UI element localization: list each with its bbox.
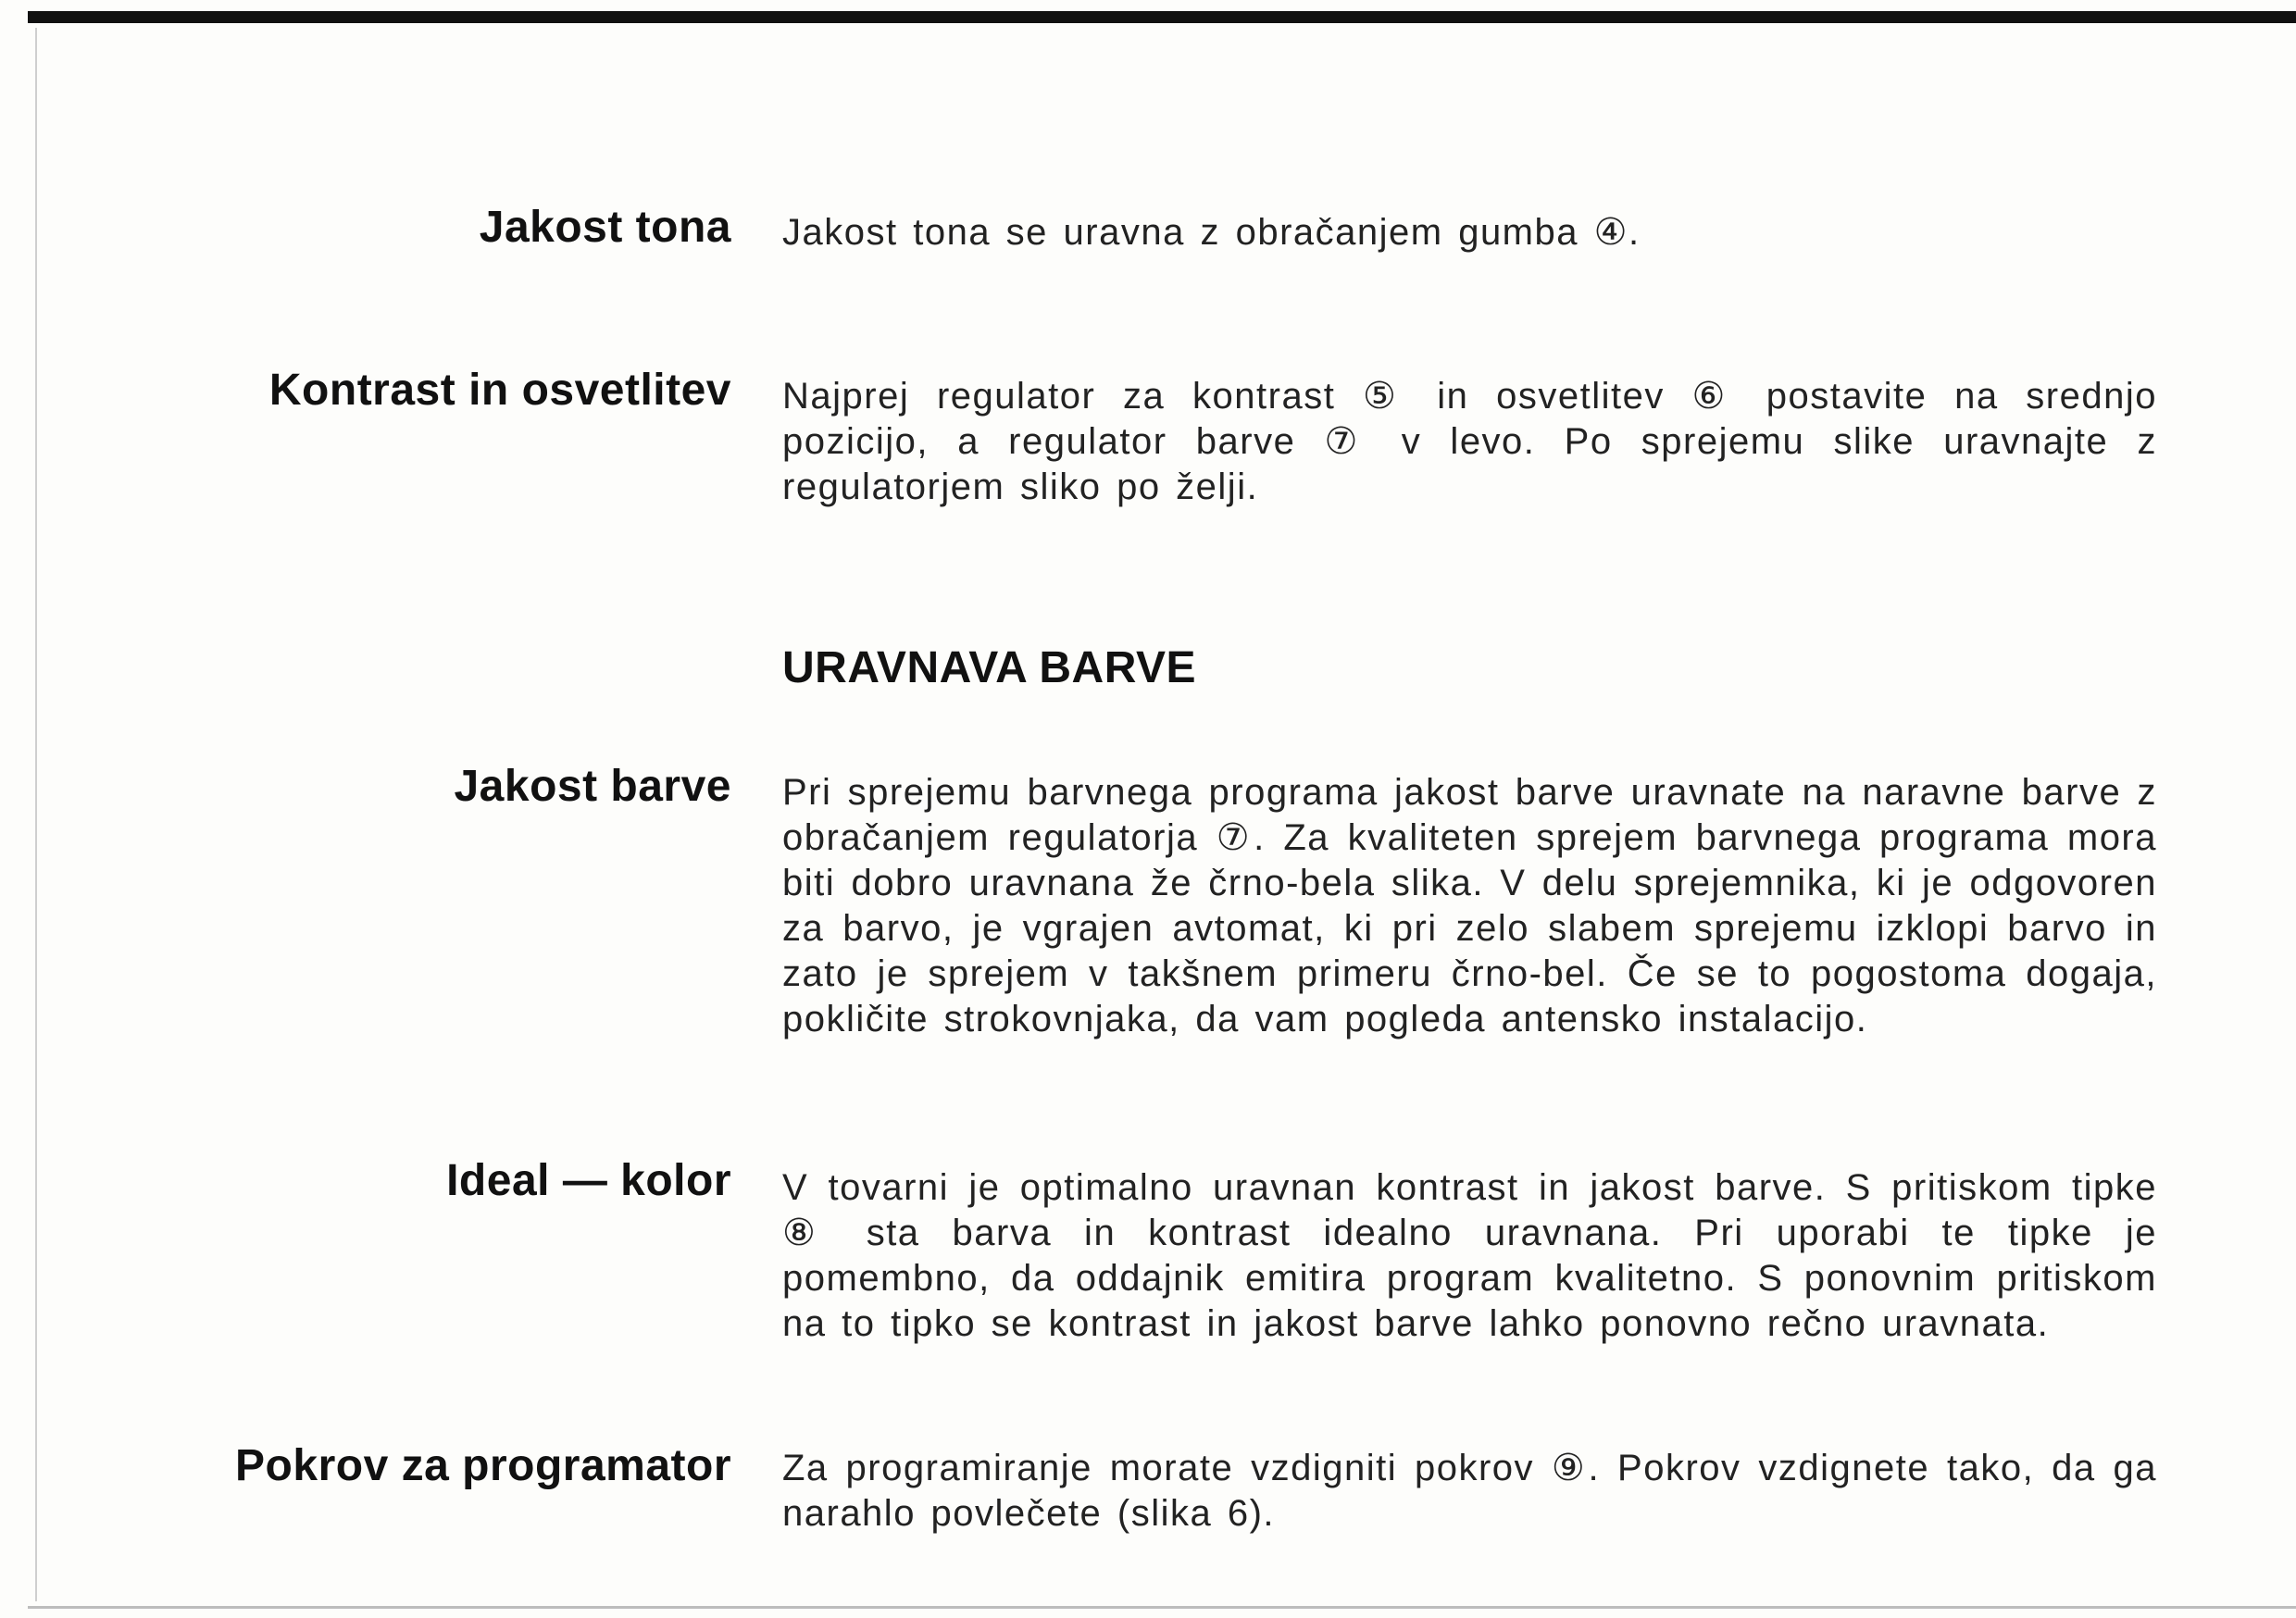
section-text-jakost-barve: Pri sprejemu barvnega programa jakost barve uravnate na naravne barve z obračanjem regulatorja ⑦. Za kvaliteten sprejem barvnega programa mora biti dobro uravnana že črno-bela slika. V delu sprejemnika, ki je odgovoren za barvo, je vgrajen avtomat, ki pri zelo slabem sprejemu izklopi barvo in zato je sprejem v takšnem primeru črno-bel. Če se to pogostoma dogaja, pokličite strokovnjaka, da vam pogleda antensko instalacijo. [782, 772, 2157, 1039]
top-border-rule [28, 11, 2296, 23]
section-heading-uravnava-barve: URAVNAVA BARVE [782, 643, 1197, 692]
section-text-pokrov: Za programiranje morate vzdigniti pokrov ⑨. Pokrov vzdignete tako, da ga narahlo povlečete (slika 6). [782, 1448, 2157, 1534]
section-label-jakost-barve: Jakost barve [454, 762, 731, 811]
section-text-kontrast: Najprej regulator za kontrast ⑤ in osvetlitev ⑥ postavite na srednjo pozicijo, a regulator barve ⑦ v levo. Po sprejemu slike uravnajte z regulatorjem sliko po želji. [782, 376, 2157, 507]
section-text-ideal-kolor: V tovarni je optimalno uravnan kontrast in jakost barve. S pritiskom tipke ⑧ sta barva in kontrast idealno uravnana. Pri uporabi te tipke je pomembno, da oddajnik emitira program kvalitetno. S ponovnim pritiskom na to tipko se kontrast in jakost barve lahko ponovno rečno uravnata. [782, 1167, 2157, 1344]
page-left-edge [35, 28, 37, 1601]
section-text-jakost-tona: Jakost tona se uravna z obračanjem gumba ④. [782, 212, 1641, 253]
section-label-jakost-tona: Jakost tona [479, 203, 731, 252]
bottom-border-rule [28, 1606, 2296, 1609]
section-label-kontrast: Kontrast in osvetlitev [268, 366, 731, 415]
section-label-pokrov: Pokrov za programator [235, 1441, 731, 1490]
section-label-ideal-kolor: Ideal — kolor [446, 1156, 731, 1205]
